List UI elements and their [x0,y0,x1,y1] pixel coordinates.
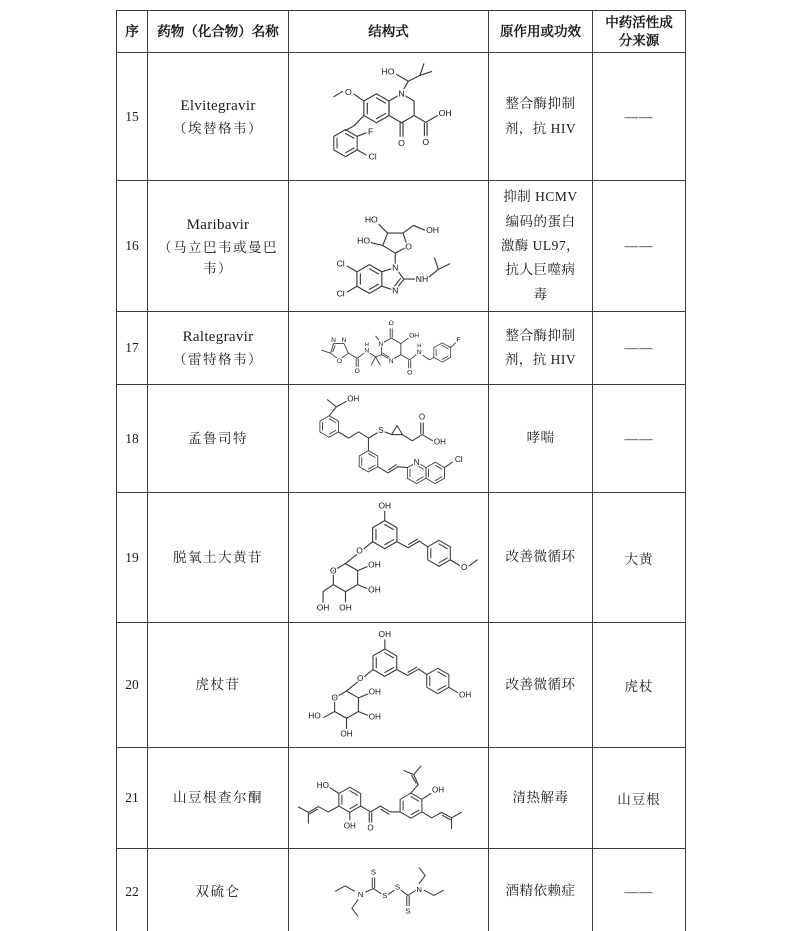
atom-label: N [413,457,420,467]
atom-label: HO [364,214,378,225]
maribavir-structure [310,186,468,306]
atom-label: O [367,823,374,833]
atom-label: O [336,357,342,365]
drug-name-cn: （马立巴韦或曼巴韦） [158,239,278,277]
row-number: 21 [117,748,148,849]
drug-name: Elvitegravir [180,97,256,114]
row-number: 15 [117,53,148,181]
atom-label: OH [339,601,352,612]
table-row [117,312,686,385]
row-number: 16 [117,181,148,312]
row-number: 22 [117,849,148,931]
atom-label: O [354,368,360,376]
source-cell: —— [593,385,686,493]
atom-label: N [330,337,336,345]
row-number: 19 [117,493,148,623]
structure-cell [289,181,489,312]
atom-label: N [363,347,369,355]
atom-label: OH [378,629,392,639]
drug-table [116,10,686,931]
atom-label: OH [340,729,353,739]
structure-cell [289,385,489,493]
effect-cell: 整合酶抑制剂，抗 HIV [489,53,593,181]
atom-label: O [331,693,338,703]
source-cell: —— [593,312,686,385]
structure-cell [289,53,489,181]
drug-name-cell [148,748,289,849]
atom-label: F [367,126,373,137]
header-row [117,11,686,53]
drug-name-cell [148,493,289,623]
atom-label: O [356,544,363,555]
atom-label: O [357,673,364,683]
structure-cell [289,849,489,931]
atom-label: Cl [336,258,345,269]
table-row [117,748,686,849]
drug-name-cell [148,623,289,748]
atom-label: OH [346,394,359,404]
source-cell: 山豆根 [593,748,686,849]
atom-label: N [357,889,363,899]
atom-label: N [415,884,422,894]
effect-cell: 改善微循环 [489,623,593,748]
structure-cell [289,748,489,849]
atom-label: HO [381,66,395,77]
disulfiram-structure [320,854,458,930]
row-number: 18 [117,385,148,493]
atom-label: F [455,336,461,344]
source-cell: —— [593,181,686,312]
atom-label: S [377,425,384,435]
atom-label: HO [356,235,370,246]
chalcone-structure [294,753,483,843]
atom-label: Cl [367,151,377,162]
effect-cell: 清热解毒 [489,748,593,849]
atom-label: O [397,137,405,148]
table-row [117,849,686,931]
effect-cell: 抑制 HCMV 编码的蛋白激酶 UL97，抗人巨噬病毒 [489,181,593,312]
atom-label: N [388,357,394,365]
drug-name-cn: （雷特格韦） [173,352,263,368]
atom-label: NH [415,274,428,285]
raltegravir-structure [315,314,463,382]
drug-name-cn: （埃替格韦） [173,120,263,136]
structure-cell [289,493,489,623]
drug-name-cell [148,312,289,385]
atom-label: O [421,136,429,147]
deoxyrhapontin-structure [295,499,482,617]
atom-label: N [391,262,398,273]
atom-label: Cl [336,288,345,299]
atom-label: N [377,340,383,348]
source-cell: 虎杖 [593,623,686,748]
atom-label: H [416,343,421,350]
column-header-structure: 结构式 [289,11,489,53]
atom-label: O [460,561,468,572]
source-cell: —— [593,53,686,181]
atom-label: N [341,337,346,345]
montelukast-structure [304,389,474,489]
atom-label: O [406,369,412,377]
drug-name-cell [148,53,289,181]
atom-label: N [397,88,405,99]
row-number: 20 [117,623,148,748]
table-row [117,53,686,181]
drug-name: 双硫仑 [195,883,241,899]
atom-label: S [370,867,376,877]
elvitegravir-structure [297,58,481,176]
table-row [117,623,686,748]
effect-cell: 酒精依赖症 [489,849,593,931]
atom-label: O [344,86,352,97]
atom-label: OH [431,785,445,795]
atom-label: H [364,341,369,348]
atom-label: O [404,241,412,252]
effect-cell: 整合酶抑制剂，抗 HIV [489,312,593,385]
polydatin-structure [297,628,480,743]
structure-cell [289,623,489,748]
column-header-no: 序 [117,11,148,53]
atom-label: OH [378,500,392,511]
column-header-source: 中药活性成分来源 [593,11,686,53]
atom-label: O [330,565,337,576]
atom-label: OH [408,332,419,340]
drug-name-cell [148,181,289,312]
atom-label: OH [368,584,381,595]
atom-label: O [388,320,394,328]
atom-label: OH [368,558,381,569]
drug-name: 山豆根查尔酮 [173,790,263,806]
table-row [117,181,686,312]
drug-name: 孟鲁司特 [188,430,248,446]
drug-name-cell [148,385,289,493]
atom-label: OH [368,711,381,721]
atom-label: O [418,411,425,421]
table-row [117,493,686,623]
atom-label: Cl [454,454,462,464]
atom-label: OH [433,436,446,446]
row-number: 17 [117,312,148,385]
drug-name: 脱氧土大黄苷 [173,549,263,565]
effect-cell: 哮喘 [489,385,593,493]
effect-cell: 改善微循环 [489,493,593,623]
drug-name: Raltegravir [182,329,254,346]
source-cell: —— [593,849,686,931]
drug-name: Maribavir [186,216,250,233]
drug-name: 虎杖苷 [195,677,241,693]
atom-label: OH [425,225,439,236]
atom-label: OH [343,821,356,831]
atom-label: S [394,882,400,892]
atom-label: OH [316,601,330,612]
table-row [117,385,686,493]
source-cell: 大黄 [593,493,686,623]
atom-label: HO [308,710,321,720]
drug-name-cell [148,849,289,931]
column-header-name: 药物（化合物）名称 [148,11,289,53]
atom-label: HO [316,781,329,791]
atom-label: N [391,285,398,296]
atom-label: S [381,890,387,900]
atom-label: N [416,349,422,357]
structure-cell [289,312,489,385]
atom-label: OH [368,687,381,697]
atom-label: OH [438,107,452,118]
atom-label: OH [459,689,472,699]
column-header-effect: 原作用或功效 [489,11,593,53]
atom-label: S [404,906,411,916]
